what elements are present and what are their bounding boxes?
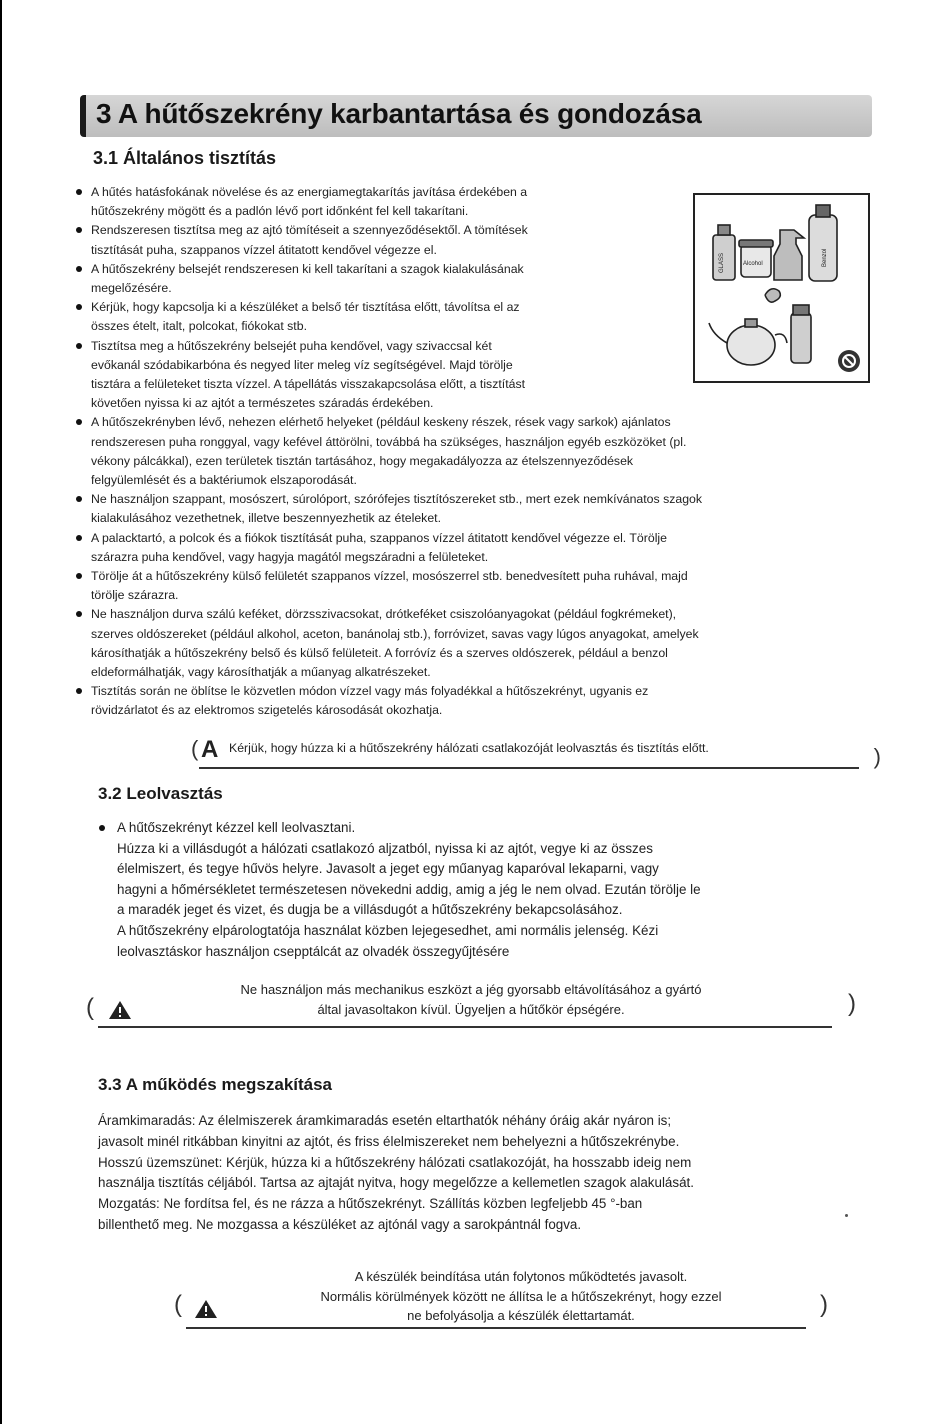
interruption-text: Áramkimaradás: Az élelmiszerek áramkimaradás esetén eltarthatók néhány óráig akár nyáron is; javasolt minél ritkábban kinyitni az ajtót, és friss élelmiszereket nem behelyezni a hűtőszekrénybe. Hosszú üzemszünet: Kérjük, húzza ki a hűtőszekrény hálózati csatlakozóját, ha hosszabb ideig nem használja tisztítás céljából. Tartsa az ajtaját nyitva, hogy megelőzze a kellemetlen szagok alakulását. Mozgatás: Ne fordítsa fel, és ne rázza a hűtőszekrényt. Szállítás közben legfeljebb 45 °-ban billenthető meg. Ne mozgassa a készüléket az ajtónál vagy a sarokpántnál fogva. [98,1113,694,1232]
bracket-left-icon: ( [191,736,199,761]
warning-triangle-icon [199,736,225,760]
list-item: Tisztítsa meg a hűtőszekrény belsejét puha kendővel, vagy szivaccsal két evőkanál szódabikarbóna és negyed liter meleg víz segítségével. Majd törölje tisztára a felületeket tiszta vízzel. A tápellátás visszakapcsolása előtt, a tisztítást követően nyissa ki az ajtót a természetes száradás érdekében. [74,337,646,414]
list-item: A hűtőszekrény belsejét rendszeresen ki kell takarítani a szagok kialakulásának megelőzésére. [74,260,646,298]
list-item: Kérjük, hogy kapcsolja ki a készüléket a belső tér tisztítása előtt, távolítsa el az összes ételt, italt, polcokat, fiókokat stb. [74,298,646,336]
chapter-title-bar [80,95,872,137]
scan-speck [845,1214,848,1217]
list-item: A hűtőszekrényben lévő, nehezen elérhető helyeket (például keskeny részek, rések vagy sarkok) ajánlatos rendszeresen puha ronggyal, vagy kefével áttörölni, továbbá ha szükséges, használjon egyéb eszközöket (pl. vékony pálcákkal), ezen területek tisztán tartásához, hogy megakadályozza az ételszennyeződések felgyülemlését és a baktériumok elszaporodását. [74,413,834,490]
operation-warning-line-2: Normális körülmények között ne állítsa le a hűtőszekrényt, hogy ezzel [320,1288,722,1304]
list-item: A hűtőszekrényt kézzel kell leolvasztani. Húzza ki a villásdugót a hálózati csatlakozó aljzatból, nyissa ki az ajtót, vegye ki az összes élelmiszert, és tegye hűvös helyre. Javasolt a jeget egy műanyag kaparóval lekaparni, vagy hagyni a hőmérsékletet természetesen növekedni addig, amig a jég le nem olvad. Ezután törölje le a maradék jeget és vizet, és dugja be a villásdugót a hűtőszekrény bekapcsolásához. A hűtőszekrény elpárologtatója használat közben lejegesedhet, ami normális jelenség. Kézi leolvasztáskor használjon csepptálcát az olvadék összegyűjtésére [98,818,858,962]
alcohol-label: Alcohol [743,261,763,267]
prohibition-icon [838,350,860,372]
section-heading-general-cleaning: 3.1 Általános tisztítás [93,148,277,168]
bracket-left-icon: ( [86,994,94,1021]
warning-underline [98,1026,832,1028]
bracket-right-icon: ) [820,1291,828,1318]
defrost-warning-line-1: Ne használjon más mechanikus eszközt a jég gyorsabb eltávolításához a gyártó [240,982,702,997]
defrosting-text [98,818,858,962]
bracket-left-icon: ( [174,1291,182,1318]
unplug-warning [191,734,881,770]
glass-label: GLASS [719,252,725,273]
list-item: A palacktartó, a polcok és a fiókok tisztítását puha, szappanos vízzel átitatott kendővel végezze el. Törölje szárazra puha kendővel, vagy hagyja magától megszáradni a felületeket. [74,529,834,567]
list-item: A hűtés hatásfokának növelése és az energiamegtakarítás javítása érdekében a hűtőszekrény mögött és a padlón lévő port időnként fel kell takarítani. [74,183,646,221]
operation-warning-line-3: ne befolyásolja a készülék élettartamát. [407,1308,635,1323]
warning-underline [199,767,859,769]
section-heading-defrosting: 3.2 Leolvasztás [98,784,223,803]
warning-triangle-icon [194,1299,218,1319]
list-item: Tisztítás során ne öblítse le közvetlen módon vízzel vagy más folyadékkal a hűtőszekrényt, ugyanis ez rövidzárlatot és az elektromos szigetelés károsodását okozhatja. [74,682,834,720]
section-heading-interruption: 3.3 A működés megszakítása [98,1075,333,1094]
warning-underline [186,1327,806,1329]
continuous-operation-warning [86,1267,856,1329]
chapter-title: 3 A hűtőszekrény karbantartása és gondozása [96,98,702,129]
defrost-tool-warning [86,980,856,1028]
operation-warning-line-1: A készülék beindítása után folytonos működtetés javasolt. [354,1269,688,1284]
svg-text:A: A [201,736,219,760]
list-item: Ne használjon szappant, mosószert, súrolóport, szórófejes tisztítószereket stb., mert ezek nemkívánatos szagok kialakulásához vezethetnek, illetve beszennyezhetik az ételeket. [74,490,834,528]
list-item: Rendszeresen tisztítsa meg az ajtó tömítéseit a szennyeződésektől. A tömítések tisztítását puha, szappanos vízzel átitatott kendővel végezze el. [74,221,646,259]
list-item: Törölje át a hűtőszekrény külső felületét szappanos vízzel, mosószerrel stb. benedvesített puha ruhával, majd törölje szárazra. [74,567,834,605]
bracket-right-icon: ) [848,990,856,1017]
prohibited-chemicals-icon [695,195,868,381]
page-left-edge-rule [0,0,2,1424]
benzol-label: Benzol [822,248,828,267]
bracket-right-icon: ) [873,744,881,769]
list-item: Ne használjon durva szálú keféket, dörzsszivacsokat, drótkeféket csiszolóanyagokat (például fogkrémeket), szerves oldószereket (például alkohol, aceton, banánolaj stb.), forróvizet, savas vagy lúgos anyagokat, amelyek károsíthatják a hűtőszekrény belső és külső felületeit. A forróvíz és a szerves oldószerek, például a benzol eldeformálhatják, vagy károsíthatják a műanyag alkatrészeket. [74,605,834,682]
defrost-warning-line-2: által javasoltakon kívül. Ügyeljen a hűtőkör épségére. [317,1001,625,1017]
cleaning-agents-illustration [693,193,870,383]
unplug-warning-text: Kérjük, hogy húzza ki a hűtőszekrény hálózati csatlakozóját leolvasztás és tisztítás előtt. [229,741,709,755]
